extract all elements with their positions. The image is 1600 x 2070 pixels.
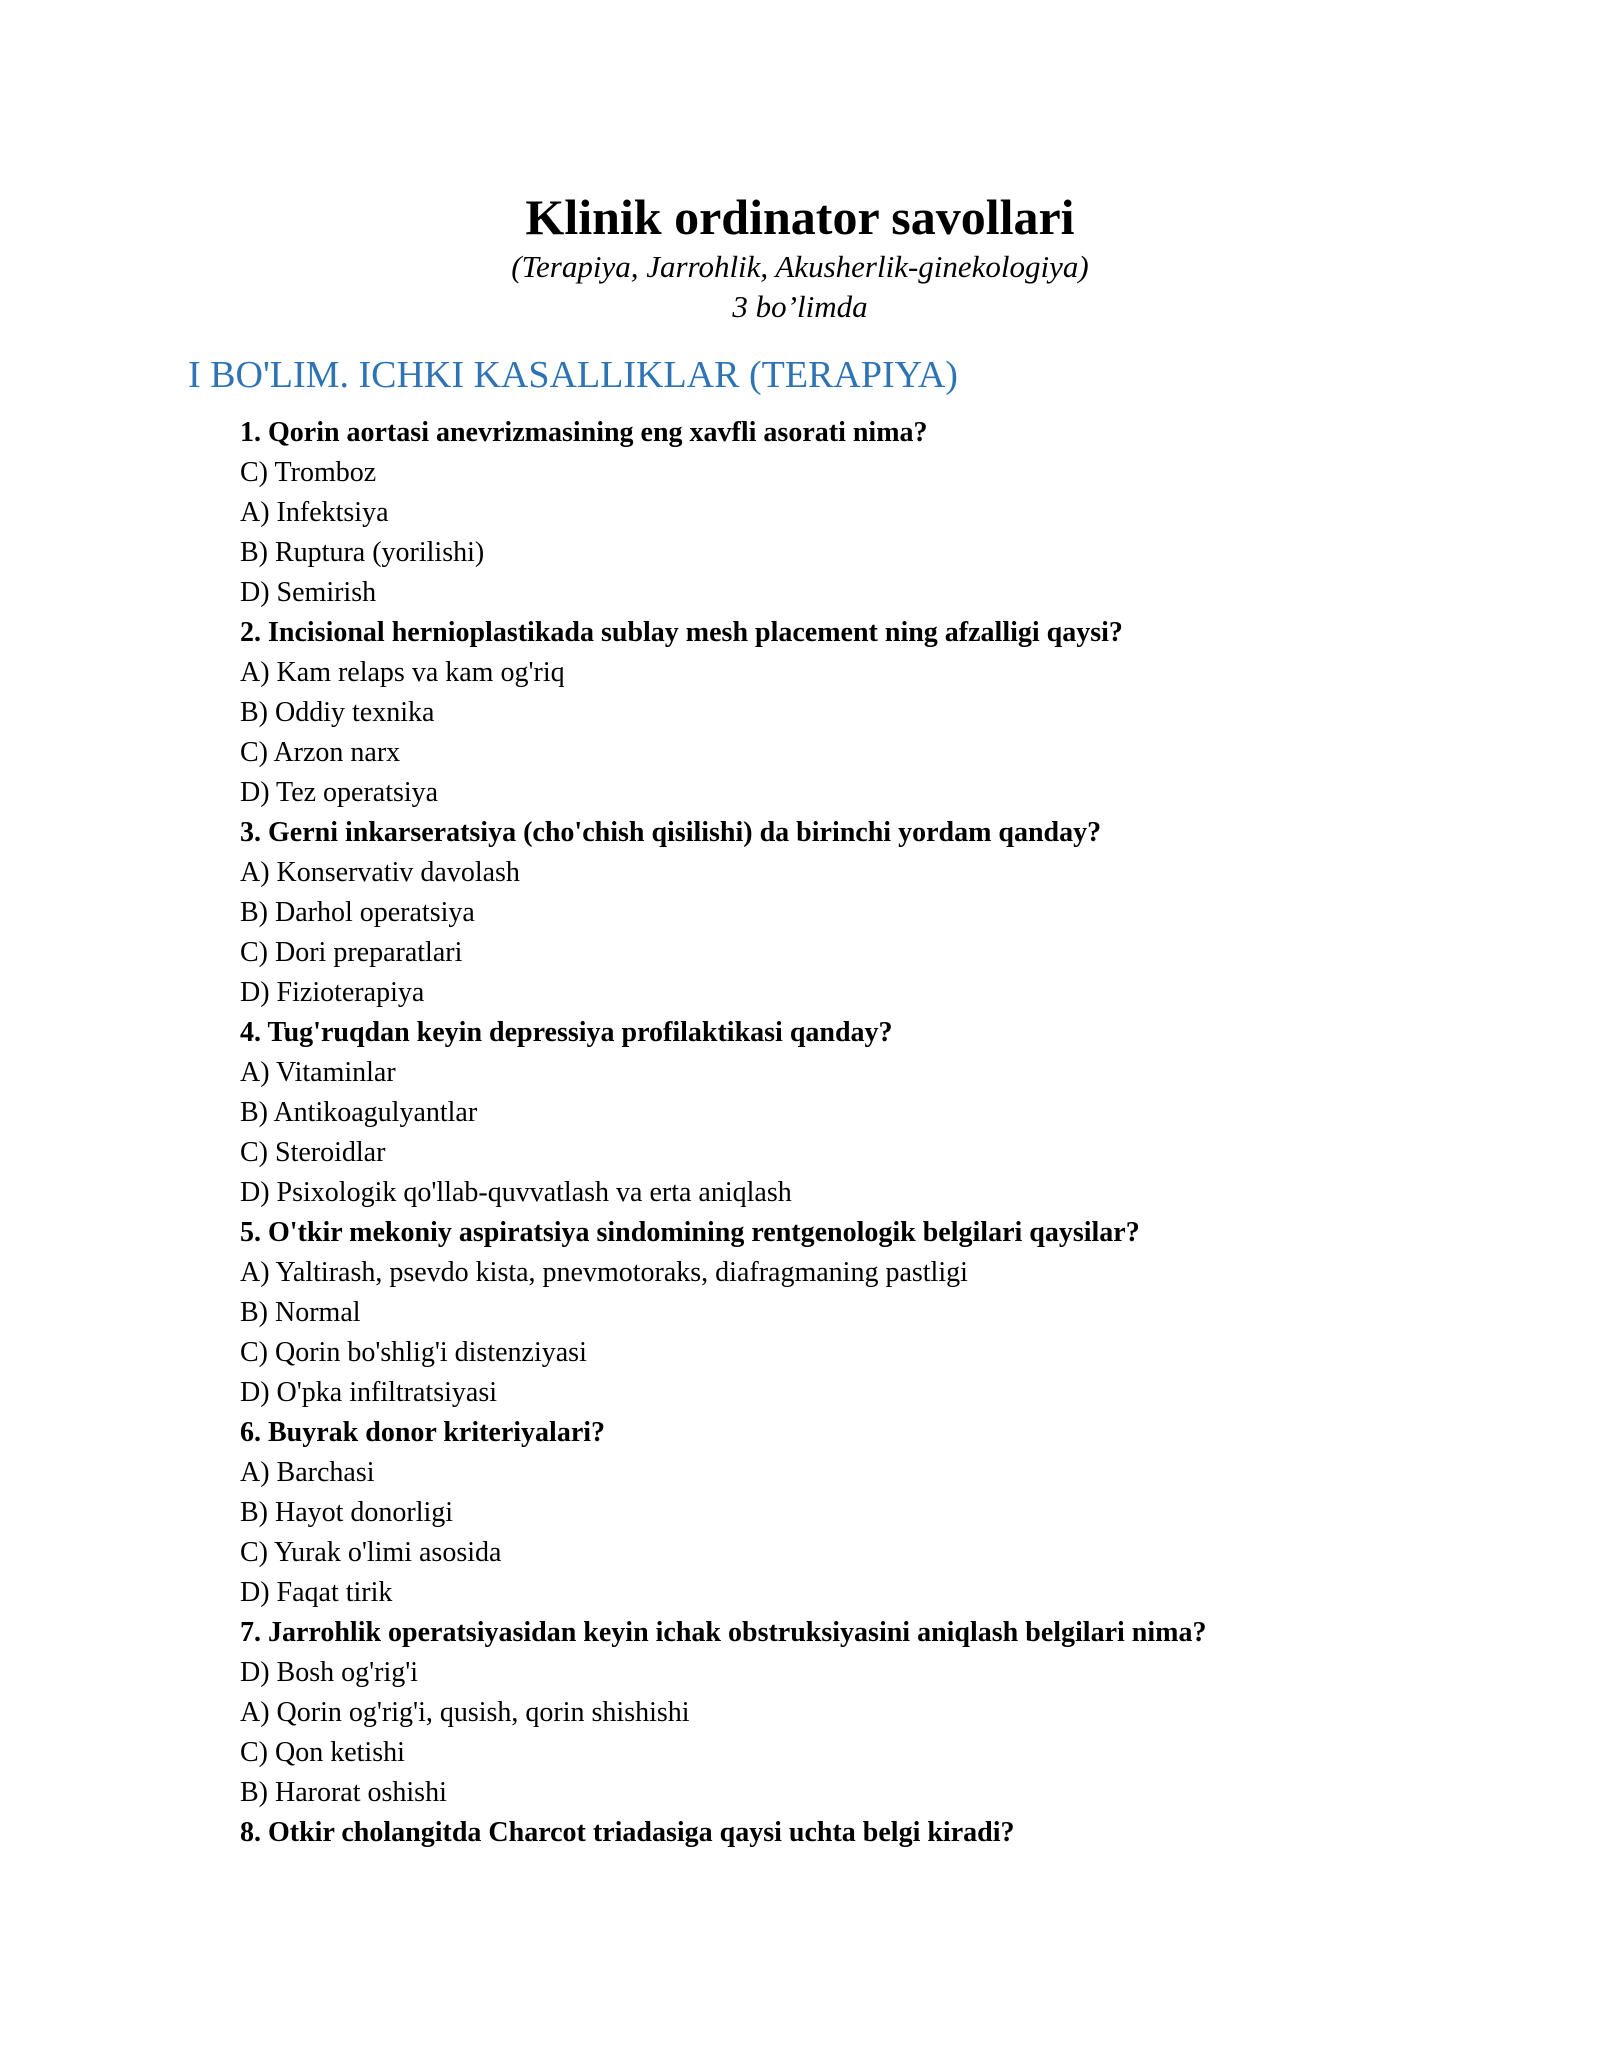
document-subtitle: (Terapiya, Jarrohlik, Akusherlik-ginekologiya) [511,249,1089,284]
answer-option: A) Yaltirash, psevdo kista, pnevmotoraks, diafragmaning pastligi [240,1257,968,1288]
answer-option: B) Harorat oshishi [240,1777,447,1808]
question-text: 2. Incisional hernioplastikada sublay mesh placement ning afzalligi qaysi? [240,617,1123,648]
answer-option: B) Ruptura (yorilishi) [240,537,485,568]
question-block [240,1213,1440,1413]
answer-option: B) Antikoagulyantlar [240,1097,478,1128]
answer-option: C) Qorin bo'shlig'i distenziyasi [240,1337,587,1368]
answer-option: D) Semirish [240,577,377,608]
document-title: Klinik ordinator savollari [525,189,1075,245]
question-text: 4. Tug'ruqdan keyin depressiya profilaktikasi qanday? [240,1017,893,1048]
answer-option: D) Fizioterapiya [240,977,425,1008]
answer-option: B) Normal [240,1297,361,1328]
answer-option: A) Kam relaps va kam og'riq [240,657,565,688]
question-block [240,613,1440,813]
question-block [240,1013,1440,1213]
question-text: 7. Jarrohlik operatsiyasidan keyin ichak obstruksiyasini aniqlash belgilari nima? [240,1617,1207,1648]
question-text: 8. Otkir cholangitda Charcot triadasiga qaysi uchta belgi kiradi? [240,1817,1015,1848]
question-block [240,1613,1440,1813]
answer-option: C) Tromboz [240,457,377,488]
answer-option: B) Oddiy texnika [240,697,435,728]
answer-option: B) Darhol operatsiya [240,897,475,928]
question-text: 6. Buyrak donor kriteriyalari? [240,1417,606,1448]
answer-option: A) Barchasi [240,1457,375,1488]
question-block [240,1413,1440,1613]
question-block [240,813,1440,1013]
answer-option: A) Konservativ davolash [240,857,520,888]
question-block [240,1813,1440,1853]
answer-option: D) Psixologik qo'llab-quvvatlash va erta aniqlash [240,1177,792,1208]
question-text: 5. O'tkir mekoniy aspiratsiya sindomining rentgenologik belgilari qaysilar? [240,1217,1140,1248]
answer-option: A) Qorin og'rig'i, qusish, qorin shishishi [240,1697,690,1728]
question-list [240,413,1440,1853]
answer-option: D) Bosh og'rig'i [240,1657,419,1688]
question-text: 1. Qorin aortasi anevrizmasining eng xavfli asorati nima? [240,417,928,448]
answer-option: B) Hayot donorligi [240,1497,454,1528]
document-part-count: 3 bo’limda [732,289,868,324]
question-block [240,413,1440,613]
answer-option: D) O'pka infiltratsiyasi [240,1377,497,1408]
answer-option: D) Faqat tirik [240,1577,393,1608]
answer-option: C) Arzon narx [240,737,401,768]
question-text: 3. Gerni inkarseratsiya (cho'chish qisilishi) da birinchi yordam qanday? [240,817,1102,848]
answer-option: D) Tez operatsiya [240,777,439,808]
answer-option: C) Steroidlar [240,1137,386,1168]
section-heading: I BO'LIM. ICHKI KASALLIKLAR (TERAPIYA) [188,354,958,396]
answer-option: C) Yurak o'limi asosida [240,1537,502,1568]
answer-option: A) Infektsiya [240,497,389,528]
answer-option: C) Dori preparatlari [240,937,463,968]
answer-option: C) Qon ketishi [240,1737,405,1768]
answer-option: A) Vitaminlar [240,1057,396,1088]
